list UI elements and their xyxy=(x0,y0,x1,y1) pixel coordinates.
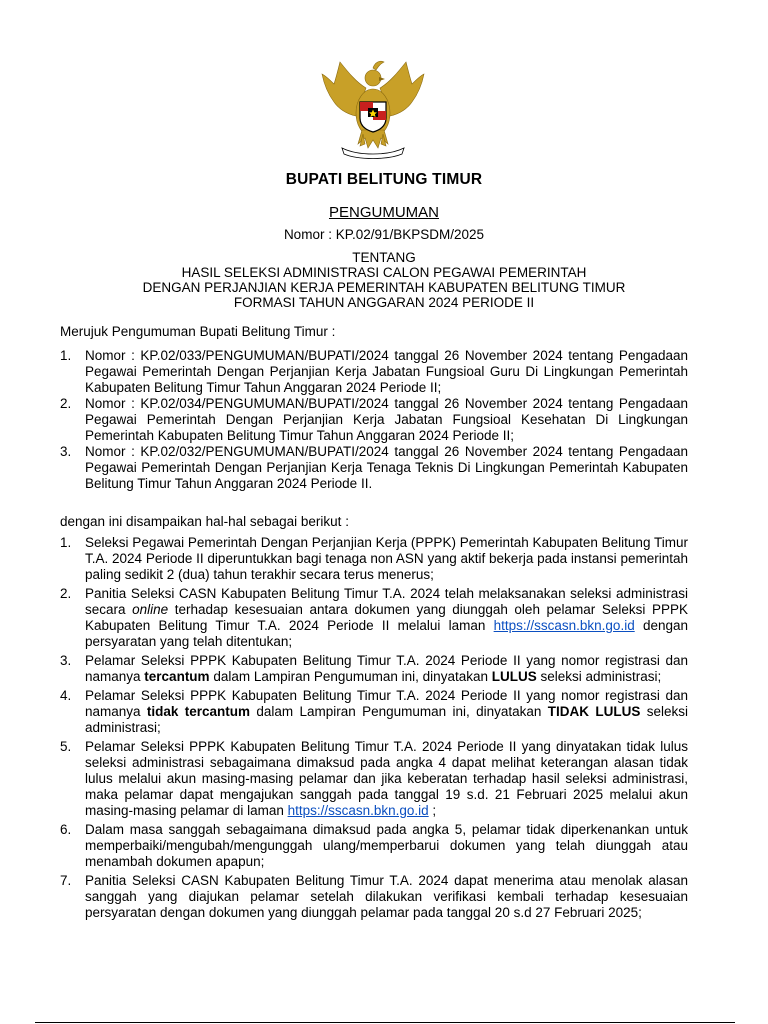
item-text: dengan persyaratan yang telah ditentukan; xyxy=(85,618,688,649)
item-text: Seleksi Pegawai Pemerintah Dengan Perjanjian Kerja (PPPK) Pemerintah Kabupaten Belitung Timur T.A. 2024 Periode II diperuntukkan bagi tenaga non ASN yang aktif bekerja pada instansi pemerintah paling sedikit 2 (dua) tahun terakhir secara terus menerus; xyxy=(85,535,688,582)
item-number: 2. xyxy=(60,396,72,411)
item-number: 2. xyxy=(60,586,72,601)
item-number: 5. xyxy=(60,739,72,754)
announcement-title: PENGUMUMAN xyxy=(328,204,439,221)
item-text: seleksi administrasi; xyxy=(536,669,662,684)
point-item xyxy=(60,653,688,685)
item-text: Pelamar Seleksi PPPK Kabupaten Belitung Timur T.A. 2024 Periode II yang dinyatakan tidak lulus seleksi administrasi sebagaimana dimaksud pada angka 4 dapat melihat keterangan alasan tidak lulus melalui akun masing-masing pelamar dan jika keberatan terhadap hasil seleksi administrasi, maka pelamar dapat mengajukan sanggah pada tanggal 19 s.d. 21 Februari 2025 melalui akun masing-masing pelamar di laman xyxy=(85,739,688,818)
item-number: 3. xyxy=(60,444,72,459)
reference-item xyxy=(60,444,688,492)
item-number: 1. xyxy=(60,535,72,550)
item-text: Dalam masa sanggah sebagaimana dimaksud pada angka 5, pelamar tidak diperkenankan untuk memperbaiki/mengubah/mengunggah ulang/memperbarui dokumen yang telah diunggah atau menambah dokumen apapun; xyxy=(85,822,688,869)
point-item xyxy=(60,586,688,650)
item-text: seleksi administrasi; xyxy=(85,704,688,735)
point-item xyxy=(60,535,688,583)
item-number: 4. xyxy=(60,688,72,703)
point-item xyxy=(60,739,688,819)
italic-term: online xyxy=(132,602,169,617)
item-text: Panitia Seleksi CASN Kabupaten Belitung Timur T.A. 2024 dapat menerima atau menolak alasan sanggah yang diajukan pelamar setelah dilakukan verifikasi kembali terhadap kesesuaian persyaratan dengan dokumen yang diunggah pelamar pada tanggal 20 s.d 27 Februari 2025; xyxy=(85,873,688,920)
references-intro: Merujuk Pengumuman Bupati Belitung Timur : xyxy=(60,324,336,339)
item-text: Nomor : KP.02/032/PENGUMUMAN/BUPATI/2024 tanggal 26 November 2024 tentang Pengadaan Pegawai Pemerintah Dengan Perjanjian Kerja Tenaga Teknis Di Lingkungan Pemerintah Kabupaten Belitung Timur Tahun Anggaran 2024 Periode II. xyxy=(85,444,688,491)
points-lead: dengan ini disampaikan hal-hal sebagai berikut : xyxy=(60,514,349,529)
sscasn-link[interactable]: https://sscasn.bkn.go.id xyxy=(287,803,429,818)
footer-divider xyxy=(35,1022,735,1023)
document-number: Nomor : KP.02/91/BKPSDM/2025 xyxy=(283,227,485,242)
item-text: Pelamar Seleksi PPPK Kabupaten Belitung Timur T.A. 2024 Periode II yang nomor registrasi dan namanya xyxy=(85,688,688,719)
item-text: Nomor : KP.02/034/PENGUMUMAN/BUPATI/2024 tanggal 26 November 2024 tentang Pengadaan Pegawai Pemerintah Dengan Perjanjian Kerja Jabatan Fungsioal Kesehatan Di Lingkungan Pemerintah Kabupaten Belitung Timur Tahun Anggaran 2024 Periode II; xyxy=(85,396,688,443)
point-item xyxy=(60,822,688,870)
item-number: 6. xyxy=(60,822,72,837)
subject-block xyxy=(0,250,768,310)
points-list xyxy=(60,535,688,924)
bold-term: TIDAK LULUS xyxy=(547,704,641,719)
item-text: ; xyxy=(428,803,437,818)
item-text: Pelamar Seleksi PPPK Kabupaten Belitung Timur T.A. 2024 Periode II yang nomor registrasi dan namanya xyxy=(85,653,688,684)
bold-term: LULUS xyxy=(491,669,537,684)
bold-term: tidak tercantum xyxy=(146,704,251,719)
garuda-emblem-graphic xyxy=(318,58,428,160)
about-label: TENTANG xyxy=(352,250,416,265)
item-text: terhadap kesesuaian antara dokumen yang diunggah oleh pelamar Seleksi PPPK Kabupaten Belitung Timur T.A. 2024 Periode II melalui laman xyxy=(85,602,688,633)
item-number: 3. xyxy=(60,653,72,668)
item-number: 7. xyxy=(60,873,72,888)
garuda-pancasila-emblem xyxy=(318,58,428,160)
bold-term: tercantum xyxy=(144,669,210,684)
point-item xyxy=(60,873,688,921)
subject-line: HASIL SELEKSI ADMINISTRASI CALON PEGAWAI PEMERINTAH xyxy=(181,265,587,280)
item-text: Panitia Seleksi CASN Kabupaten Belitung Timur T.A. 2024 telah melaksanakan seleksi administrasi secara xyxy=(85,586,688,617)
subject-line: DENGAN PERJANJIAN KERJA PEMERINTAH KABUPATEN BELITUNG TIMUR xyxy=(142,280,626,295)
sscasn-link[interactable]: https://sscasn.bkn.go.id xyxy=(493,618,635,633)
reference-item xyxy=(60,396,688,444)
issuer-title: BUPATI BELITUNG TIMUR xyxy=(285,171,483,188)
subject-line: FORMASI TAHUN ANGGARAN 2024 PERIODE II xyxy=(233,295,535,310)
reference-list xyxy=(60,348,688,492)
item-text: dalam Lampiran Pengumuman ini, dinyatakan xyxy=(209,669,492,684)
reference-item xyxy=(60,348,688,396)
item-text: Nomor : KP.02/033/PENGUMUMAN/BUPATI/2024 tanggal 26 November 2024 tentang Pengadaan Pegawai Pemerintah Dengan Perjanjian Kerja Jabatan Fungsioal Guru Di Lingkungan Pemerintah Kabupaten Belitung Timur Tahun Anggaran 2024 Periode II; xyxy=(85,348,688,395)
point-item xyxy=(60,688,688,736)
item-number: 1. xyxy=(60,348,72,363)
item-text: dalam Lampiran Pengumuman ini, dinyatakan xyxy=(250,704,548,719)
